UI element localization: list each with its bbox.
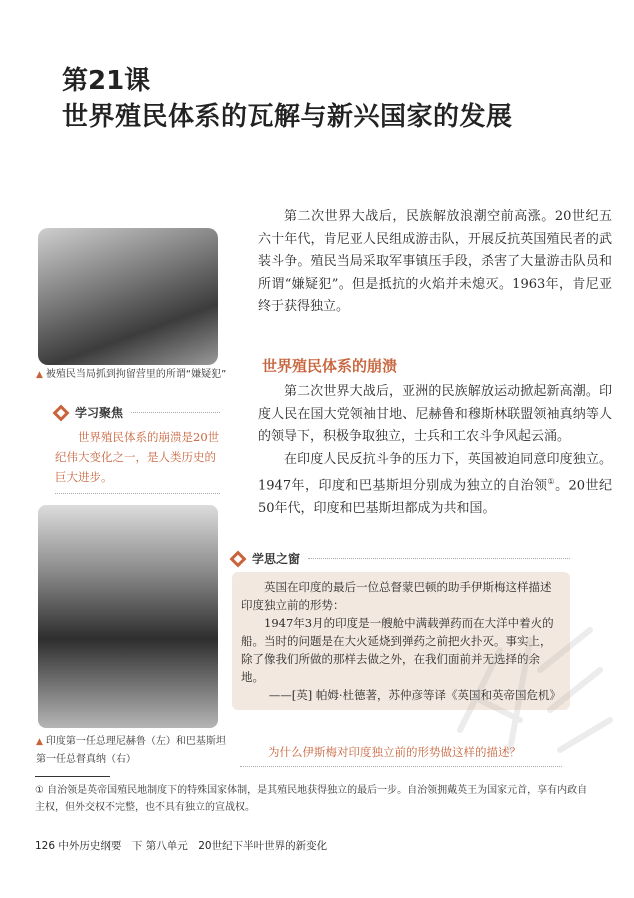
footnote-rule [35, 776, 110, 777]
lesson-number: 第21课 [62, 66, 151, 96]
page-footer [35, 838, 327, 853]
learning-focus-box [55, 404, 220, 494]
footnote-marker[interactable]: ① [547, 477, 556, 486]
diamond-icon [230, 550, 247, 567]
photo-nehru-jinnah [38, 505, 218, 728]
p2-text: 在印度人民反抗斗争的压力下，英国被迫同意印度独立。1947年，印度和巴基斯坦分别成为独立的自治领 [258, 451, 612, 494]
focus-text: 世界殖民体系的崩溃是20世纪伟大变化之一，是人类历史的巨大进步。 [55, 427, 220, 494]
triangle-icon: ▲ [36, 737, 43, 747]
window-source: ——[英] 帕姆·杜德著，苏仲彦等译《英国和英帝国危机》 [268, 688, 561, 702]
focus-header [55, 404, 220, 421]
caption-text: 被殖民当局抓到拘留营里的所谓“嫌疑犯” [45, 369, 227, 380]
study-window-box [232, 572, 570, 710]
section-heading: 世界殖民体系的崩溃 [262, 357, 398, 375]
divider [240, 766, 562, 767]
study-window-header [232, 550, 570, 567]
section-paragraph-1: 第二次世界大战后，亚洲的民族解放运动掀起新高潮。印度人民在国大党领袖甘地、尼赫鲁和穆斯林联盟领袖真纳等人的领导下，积极争取独立，士兵和工农斗争风起云涌。 [258, 384, 612, 444]
section-paragraph-2 [258, 449, 612, 521]
intro-paragraph [258, 206, 612, 319]
diamond-icon [53, 404, 70, 421]
discussion-question: 为什么伊斯梅对印度独立前的形势做这样的描述？ [268, 745, 521, 759]
window-intro: 英国在印度的最后一位总督蒙巴顿的助手伊斯梅这样描述印度独立前的形势： [241, 580, 552, 612]
focus-label: 学习聚焦 [75, 406, 124, 420]
photo2-caption [36, 733, 226, 768]
page-number: 126 [35, 840, 56, 852]
footnote: ① 自治领是英帝国殖民地制度下的特殊国家体制，是其殖民地获得独立的最后一步。自治领拥戴英王为国家元首，享有内政自主权，但外交权不完整，也不具有独立的宣战权。 [35, 785, 588, 813]
lesson-title: 世界殖民体系的瓦解与新兴国家的发展 [62, 102, 513, 132]
p2-text-end: 。20世纪50年代，印度和巴基斯坦都成为共和国。 [258, 478, 613, 516]
photo1-caption [36, 366, 236, 384]
window-label: 学思之窗 [252, 552, 301, 566]
intro-text: 第二次世界大战后，民族解放浪潮空前高涨。20世纪五六十年代，肯尼亚人民组成游击队，开展反抗英国殖民者的武装斗争。殖民当局采取军事镇压手段，杀害了大量游击队员和所谓“嫌疑犯”。但是抵抗的火焰并未熄灭。1963年，肯尼亚终于获得独立。 [258, 209, 612, 314]
photo-kenya-detainees [38, 228, 218, 365]
section-body [258, 381, 612, 520]
caption-text: 印度第一任总理尼赫鲁（左）和巴基斯坦第一任总督真纳（右） [36, 736, 226, 765]
footer-text: 中外历史纲要 下 第八单元 20世纪下半叶世界的新变化 [58, 840, 328, 852]
window-quote: 1947年3月的印度是一艘舱中满载弹药而在大洋中着火的船。当时的问题是在大火延烧到弹药之前把火扑灭。事实上，除了像我们所做的那样去做之外，在我们面前并无选择的余地。 [241, 616, 554, 684]
triangle-icon: ▲ [36, 370, 43, 380]
